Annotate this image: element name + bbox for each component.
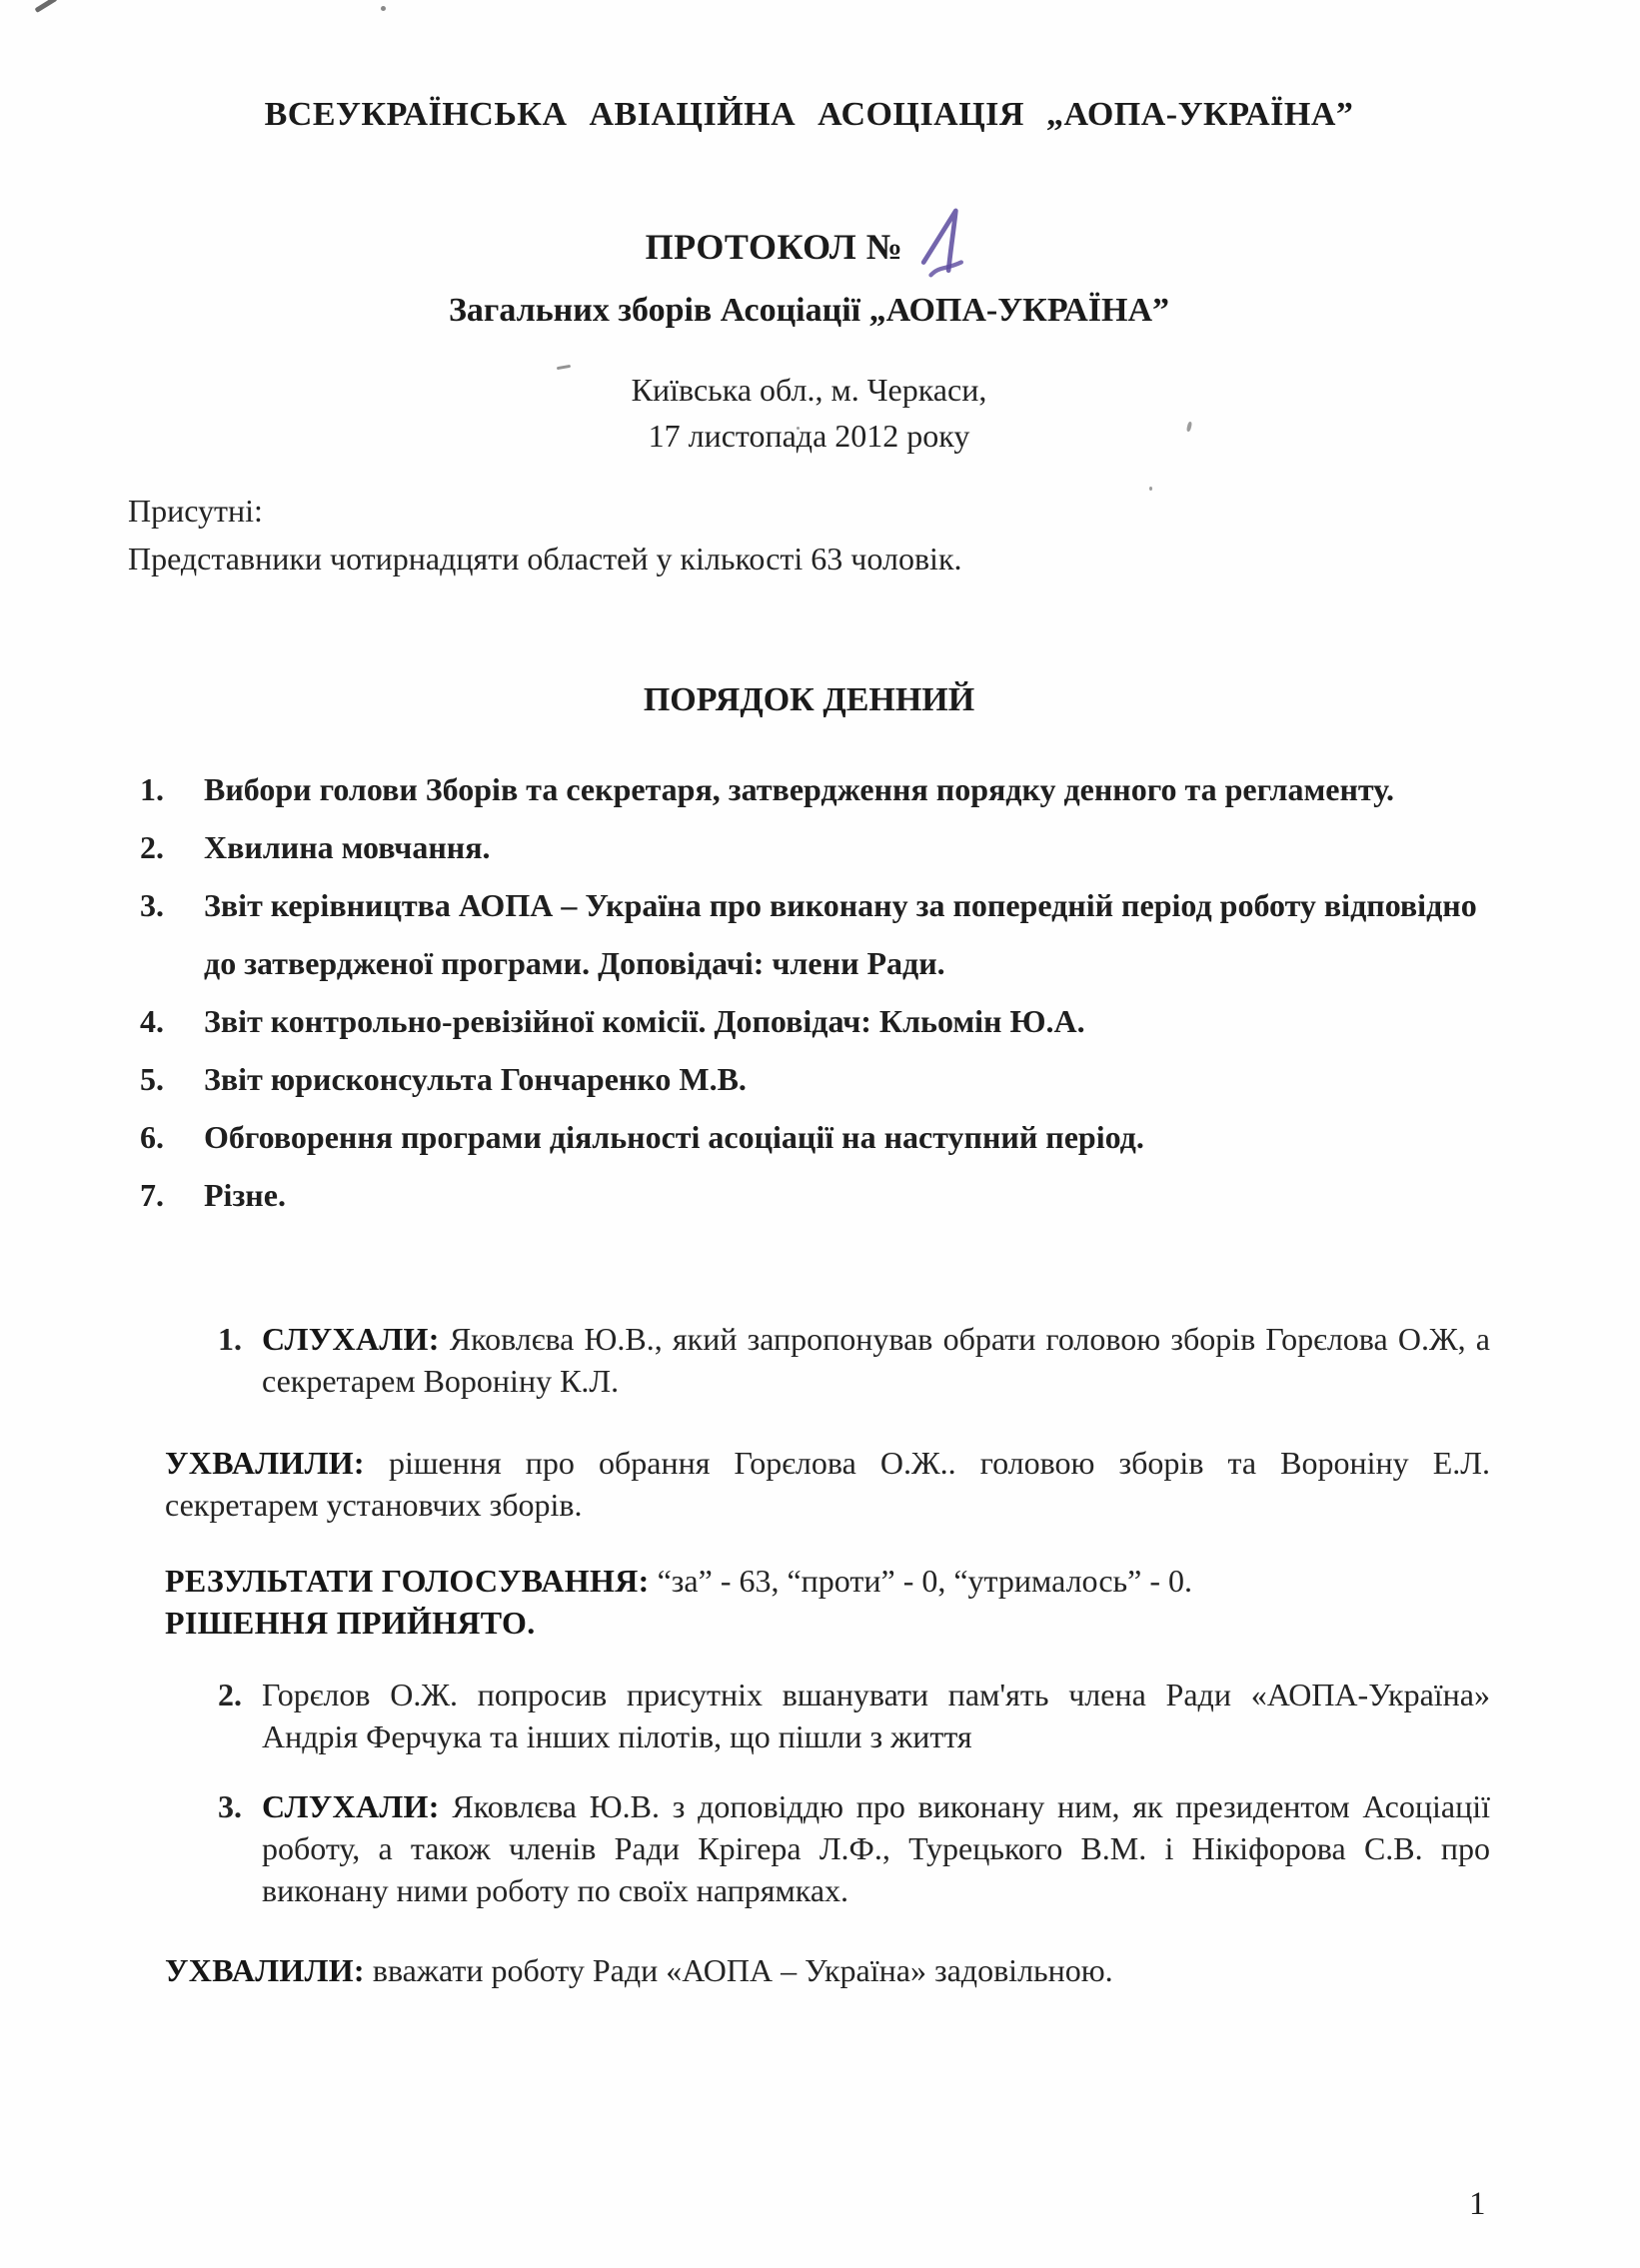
voting-results-values: “за” - 63, “проти” - 0, “утрималось” - 0. — [657, 1563, 1192, 1599]
agenda-item — [140, 1050, 1490, 1108]
voting-results-block — [165, 1560, 1490, 1644]
voting-results-label: РЕЗУЛЬТАТИ ГОЛОСУВАННЯ: — [165, 1563, 650, 1599]
handwritten-protocol-number-1 — [912, 204, 974, 287]
minute-text — [262, 1785, 1490, 1911]
minute-number: 3. — [218, 1788, 242, 1824]
minutes-section — [128, 1318, 1490, 1991]
resolved-label: УХВАЛИЛИ: — [165, 1445, 365, 1481]
minute-text: Горєлов О.Ж. попросив присутніх вшанувати пам'ять члена Ради «АОПА-Україна» Андрія Ферчука та інших пілотів, що пішли з життя — [262, 1677, 1490, 1754]
resolved-text: вважати роботу Ради «АОПА – Україна» задовільною. — [372, 1952, 1113, 1988]
organization-title: ВСЕУКРАЇНСЬКА АВІАЦІЙНА АСОЦІАЦІЯ „АОПА-УКРАЇНА” — [264, 96, 1354, 133]
agenda-item — [140, 1108, 1490, 1166]
agenda-item — [140, 760, 1490, 818]
agenda-item-number: 6. — [140, 1119, 164, 1155]
decision-adopted-line: РІШЕННЯ ПРИЙНЯТО. — [165, 1605, 536, 1641]
minute-number: 1. — [218, 1321, 242, 1357]
agenda-item-text: Обговорення програми діяльності асоціації на наступний період. — [204, 1119, 1144, 1155]
resolved-text: рішення про обрання Горєлова О.Ж.. головою зборів та Вороніну Е.Л. секретарем установчих зборів. — [165, 1445, 1491, 1523]
agenda-item-number: 5. — [140, 1061, 164, 1097]
voting-results-line — [165, 1560, 1490, 1602]
resolved-label: УХВАЛИЛИ: — [165, 1952, 365, 1988]
page-number: 1 — [1469, 2186, 1486, 2222]
protocol-label: ПРОТОКОЛ № — [645, 227, 903, 267]
agenda-item-text: Вибори голови Зборів та секретаря, затвердження порядку денного та регламенту. — [204, 771, 1394, 807]
meeting-location: Київська обл., м. Черкаси, — [631, 372, 987, 408]
heard-label: СЛУХАЛИ: — [262, 1321, 440, 1357]
attendance-text: Представники чотирнадцяти областей у кількості 63 чоловік. — [128, 541, 962, 576]
scan-artifact — [34, 0, 57, 13]
agenda-item — [140, 818, 1490, 876]
heard-text: Яковлєва Ю.В. з доповіддю про виконану ним, як президентом Асоціації роботу, а також членів Ради Крігера Л.Ф., Турецького В.М. і Нікіфорова С.В. про виконану ними роботу по своїх напрямках. — [262, 1788, 1491, 1908]
minute-text — [262, 1318, 1490, 1402]
agenda-item-number: 1. — [140, 771, 164, 807]
agenda-item-number: 7. — [140, 1177, 164, 1213]
agenda-item-number: 3. — [140, 887, 164, 923]
attendance-label: Присутні: — [128, 493, 263, 529]
minute-item-1 — [218, 1318, 1490, 1402]
agenda-item-number: 2. — [140, 829, 164, 865]
meeting-date: 17 листопада 2012 року — [648, 418, 970, 454]
agenda-item-text: Звіт контрольно-ревізійної комісії. Доповідач: Кльомін Ю.А. — [204, 1003, 1085, 1039]
agenda-item — [140, 1166, 1490, 1224]
meeting-subtitle: Загальних зборів Асоціації „АОПА-УКРАЇНА” — [448, 292, 1170, 329]
agenda-item — [140, 992, 1490, 1050]
agenda-section — [128, 678, 1490, 1224]
heard-label: СЛУХАЛИ: — [262, 1788, 440, 1824]
agenda-item-text: Різне. — [204, 1177, 286, 1213]
agenda-item-number: 4. — [140, 1003, 164, 1039]
resolution-1 — [165, 1442, 1490, 1526]
resolution-2 — [165, 1949, 1490, 1991]
heard-text: Яковлєва Ю.В., який запропонував обрати головою зборів Горєлова О.Ж, а секретарем Вороніну К.Л. — [262, 1321, 1491, 1399]
document-content — [128, 0, 1490, 2023]
agenda-item-text: Хвилина мовчання. — [204, 829, 491, 865]
protocol-title — [128, 205, 1490, 285]
minute-item-2 — [218, 1674, 1490, 1757]
agenda-item-text: Звіт юрисконсульта Гончаренко М.В. — [204, 1061, 747, 1097]
agenda-title: ПОРЯДОК ДЕННИЙ — [643, 681, 975, 718]
minute-number: 2. — [218, 1677, 242, 1712]
minute-item-3 — [218, 1785, 1490, 1911]
agenda-list — [128, 760, 1490, 1224]
agenda-item — [140, 876, 1490, 992]
document-header — [128, 0, 1490, 457]
attendance-section — [128, 487, 1490, 582]
agenda-item-text: Звіт керівництва АОПА – Україна про виконану за попередній період роботу відповідно до затвердженої програми. Доповідачі: члени Ради. — [204, 887, 1477, 981]
